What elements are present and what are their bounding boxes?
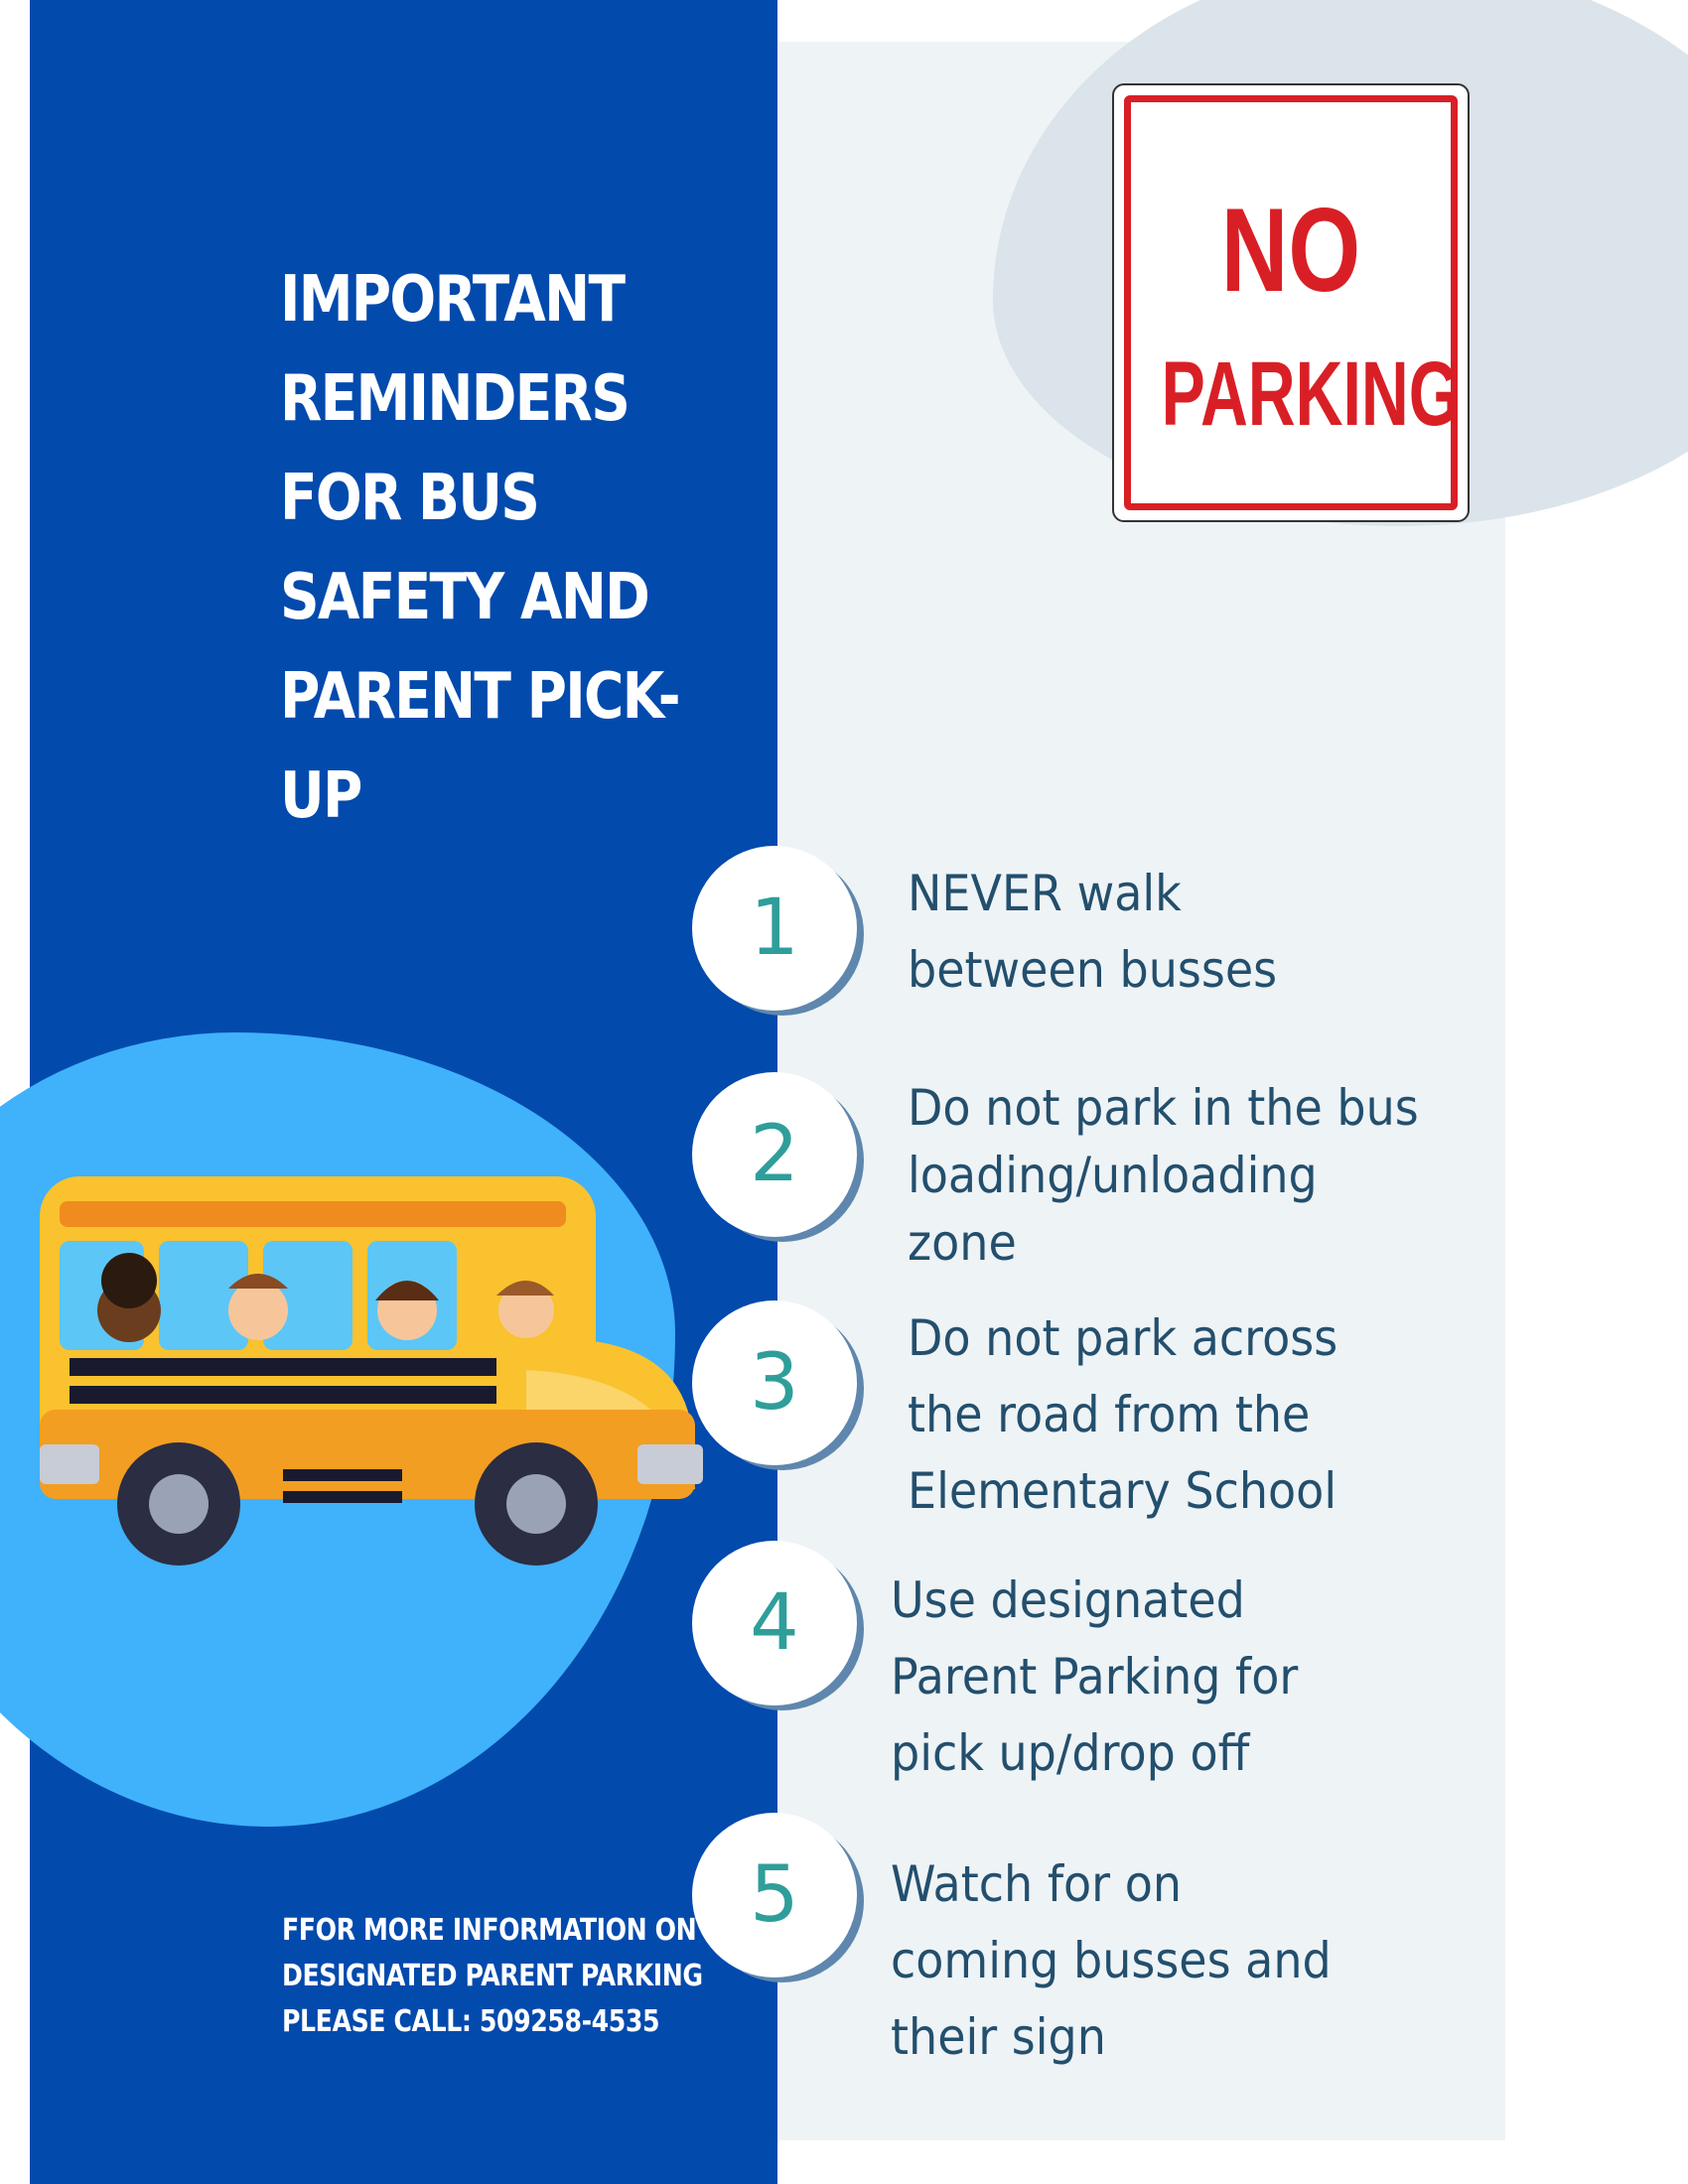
sign-border (1124, 95, 1461, 510)
school-bus-with-children-icon (30, 1171, 715, 1569)
reminder-number-2: 2 (692, 1072, 857, 1237)
reminder-number-3: 3 (692, 1300, 857, 1465)
reminder-text-3: Do not park across the road from the Elementary School (908, 1309, 1338, 1520)
reminder-text-4: Use designated Parent Parking for pick up/drop off (891, 1571, 1299, 1782)
reminder-number-4: 4 (692, 1541, 857, 1706)
reminder-number-5: 5 (692, 1813, 857, 1978)
no-parking-sign (1112, 83, 1470, 522)
reminder-number-1: 1 (692, 846, 857, 1011)
contact-footer: FFOR MORE INFORMATION ON DESIGNATED PARENT PARKING PLEASE CALL: 509258-4535 (282, 1913, 703, 2039)
reminder-text-2: Do not park in the bus loading/unloading zone (908, 1079, 1419, 1272)
reminder-text-1: NEVER walk between busses (908, 865, 1278, 999)
flyer-title: IMPORTANT REMINDERS FOR BUS SAFETY AND PARENT PICK- UP (280, 263, 679, 833)
sign-line-no: NO (1220, 184, 1361, 317)
sign-line-parking: PARKING (1161, 343, 1461, 445)
reminder-text-5: Watch for on coming busses and their sign (891, 1855, 1332, 2066)
